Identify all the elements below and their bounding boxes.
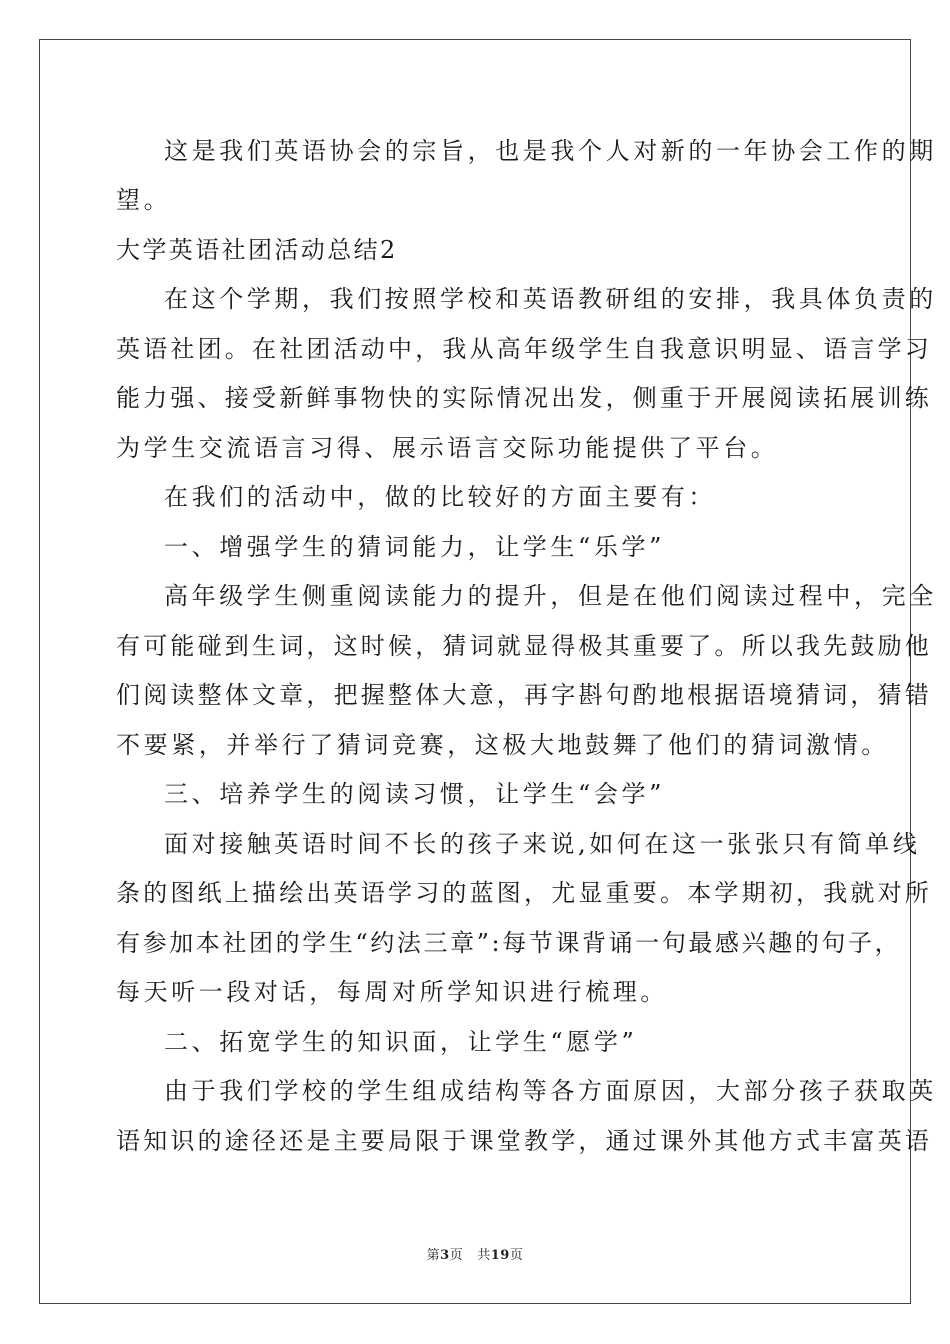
paragraph-line: 不要紧，并举行了猜词竞赛，这极大地鼓舞了他们的猜词激情。 <box>116 731 889 759</box>
paragraph-line: 这是我们英语协会的宗旨，也是我个人对新的一年协会工作的期 <box>164 137 937 165</box>
page-border <box>39 39 911 1304</box>
paragraph-line: 在这个学期，我们按照学校和英语教研组的安排，我具体负责的 <box>164 285 937 313</box>
page-footer <box>0 1247 950 1265</box>
paragraph-line: 在我们的活动中，做的比较好的方面主要有： <box>164 483 716 511</box>
total-pages-label: 共19页 <box>477 1248 524 1263</box>
paragraph-line: 有可能碰到生词，这时候，猜词就显得极其重要了。所以我先鼓励他 <box>116 632 932 660</box>
paragraph-line: 望。 <box>116 186 172 214</box>
total-page-count: 19 <box>490 1248 510 1263</box>
paragraph-line: 有参加本社团的学生“约法三章”:每节课背诵一句最感兴趣的句子， <box>116 929 902 957</box>
paragraph-line: 由于我们学校的学生组成结构等各方面原因，大部分孩子获取英 <box>164 1077 937 1105</box>
paragraph-line: 每天听一段对话，每周对所学知识进行梳理。 <box>116 978 668 1006</box>
section-heading: 大学英语社团活动总结2 <box>116 236 398 264</box>
paragraph-line: 能力强、接受新鲜事物快的实际情况出发，侧重于开展阅读拓展训练 <box>116 384 932 412</box>
paragraph-line: 为学生交流语言习得、展示语言交际功能提供了平台。 <box>116 434 779 462</box>
subheading: 三、培养学生的阅读习惯，让学生“会学” <box>164 780 665 808</box>
paragraph-line: 们阅读整体文章，把握整体大意，再字斟句酌地根据语境猜词，猜错 <box>116 681 932 709</box>
subheading: 二、拓宽学生的知识面，让学生“愿学” <box>164 1028 638 1056</box>
paragraph-line: 英语社团。在社团活动中，我从高年级学生自我意识明显、语言学习 <box>116 335 932 363</box>
subheading: 一、增强学生的猜词能力，让学生“乐学” <box>164 533 665 561</box>
page-number-label: 第3页 <box>426 1248 464 1263</box>
current-page-number: 3 <box>440 1248 450 1263</box>
paragraph-line: 条的图纸上描绘出英语学习的蓝图，尤显重要。本学期初，我就对所 <box>116 879 932 907</box>
paragraph-line: 语知识的途径还是主要局限于课堂教学，通过课外其他方式丰富英语 <box>116 1127 932 1155</box>
paragraph-line: 高年级学生侧重阅读能力的提升，但是在他们阅读过程中，完全 <box>164 582 937 610</box>
paragraph-line: 面对接触英语时间不长的孩子来说,如何在这一张张只有简单线 <box>164 830 921 858</box>
